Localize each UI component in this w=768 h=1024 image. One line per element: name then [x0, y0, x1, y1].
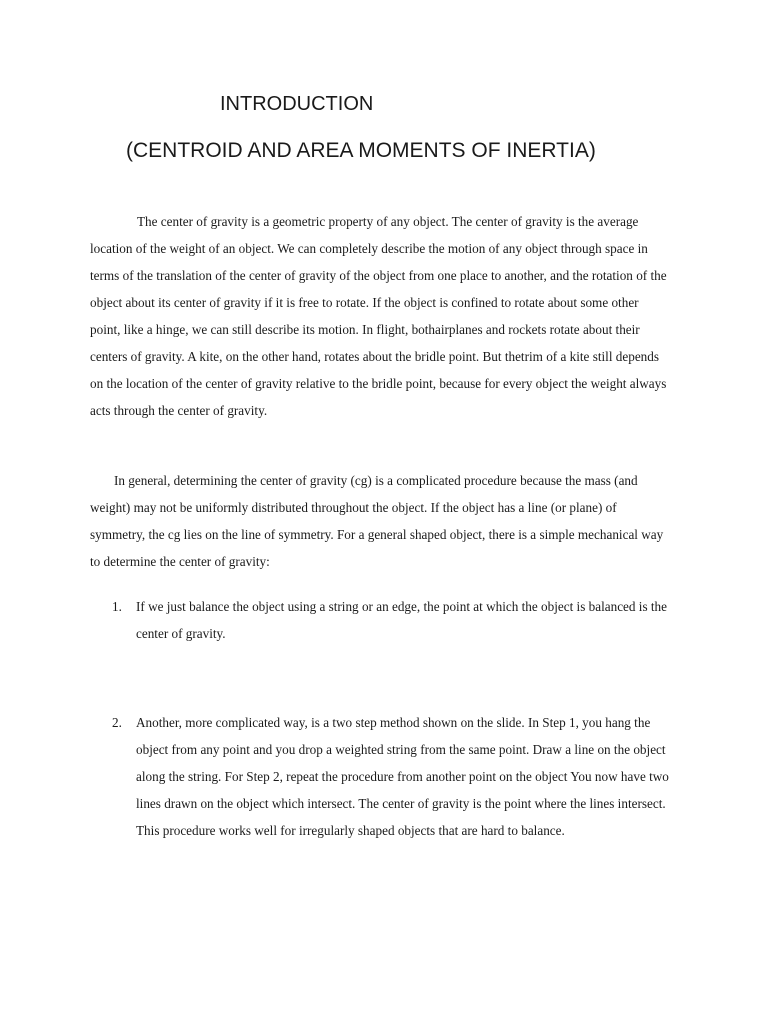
paragraph-center-of-gravity: The center of gravity is a geometric property of any object. The center of gravity is the average location of the weight of an object. We can completely describe the motion of any object through space in terms of the translation of the center of gravity of the object from one place to another, and the rotation of the object about its center of gravity if it is free to rotate. If the object is confined to rotate about some other point, like a hinge, we can still describe its motion. In flight, bothairplanes and rockets rotate about their centers of gravity. A kite, on the other hand, rotates about the bridle point. But thetrim of a kite still depends on the location of the center of gravity relative to the bridle point, because for every object the weight always acts through the center of gravity. [90, 214, 667, 418]
paragraph-determining-cg: In general, determining the center of gravity (cg) is a complicated procedure because the mass (and weight) may not be uniformly distributed throughout the object. If the object has a line (or plane) of symmetry, the cg lies on the line of symmetry. For a general shaped object, there is a simple mechanical way to determine the center of gravity: [90, 473, 664, 569]
list-item-number: 1. [112, 599, 122, 614]
page-title: INTRODUCTION [220, 93, 374, 115]
list-item-number: 2. [112, 715, 122, 730]
page-subtitle: (CENTROID AND AREA MOMENTS OF INERTIA) [126, 139, 596, 162]
list-item-text: Another, more complicated way, is a two step method shown on the slide. In Step 1, you hang the object from any point and you drop a weighted string from the same point. Draw a line on the object along the string. For Step 2, repeat the procedure from another point on the object You now have two lines drawn on the object which intersect. The center of gravity is the point where the lines intersect. This procedure works well for irregularly shaped objects that are hard to balance. [136, 715, 669, 838]
list-item [112, 709, 682, 844]
list-item-text: If we just balance the object using a string or an edge, the point at which the object is balanced is the center of gravity. [136, 599, 667, 641]
list-item [112, 593, 682, 647]
